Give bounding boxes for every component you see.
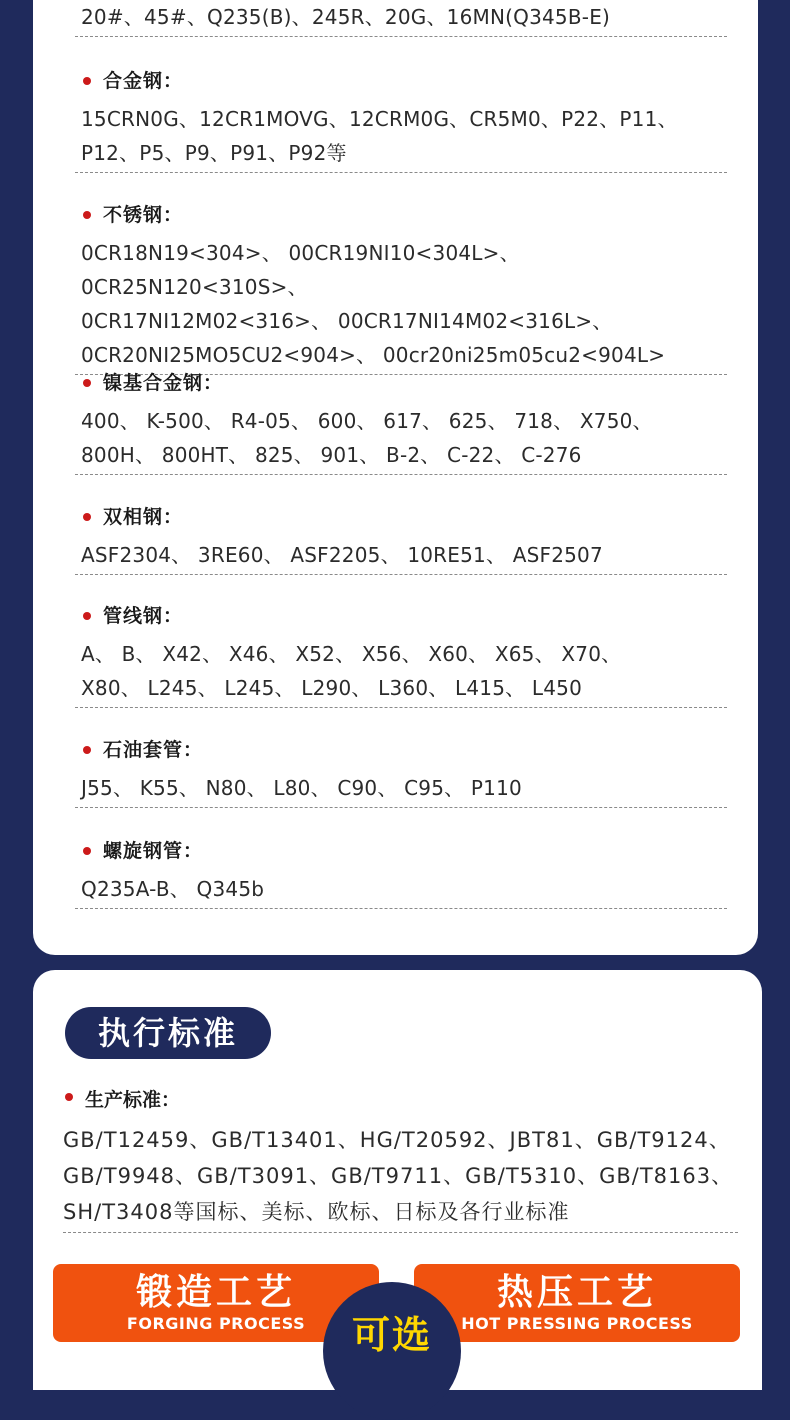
bullet-dot-icon <box>65 1093 73 1101</box>
material-pipeline-steel <box>75 603 727 708</box>
material-title: 螺旋钢管： <box>75 838 727 864</box>
optional-circle-badge <box>323 1282 461 1420</box>
material-carbon-steel <box>75 0 727 37</box>
material-body: ASF2304、 3RE60、 ASF2205、 10RE51、 ASF2507 <box>81 543 603 567</box>
material-body: 20#、45#、Q235(B)、245R、20G、16MN(Q345B-E) <box>81 5 611 29</box>
material-body: 400、 K-500、 R4-05、 600、 617、 625、 718、 X750、 800H、 800HT、 825、 901、 B-2、 C-22、 C-276 <box>81 409 653 467</box>
hot-pressing-process-banner <box>414 1264 740 1342</box>
dashed-divider <box>75 172 727 173</box>
hot-pressing-process-subtitle: HOT PRESSING PROCESS <box>461 1314 693 1333</box>
bullet-dot-icon <box>83 211 91 219</box>
dashed-divider <box>75 574 727 575</box>
material-body: Q235A-B、 Q345b <box>81 877 265 901</box>
material-body: A、 B、 X42、 X46、 X52、 X56、 X60、 X65、 X70、 X80、 L245、 L245、 L290、 L360、 L415、 L450 <box>81 642 622 700</box>
dashed-divider <box>75 36 727 37</box>
material-stainless-steel <box>75 202 727 375</box>
materials-card <box>33 0 758 955</box>
material-body: J55、 K55、 N80、 L80、 C90、 C95、 P110 <box>81 776 522 800</box>
bullet-dot-icon <box>83 746 91 754</box>
forging-process-title: 锻造工艺 <box>135 1272 296 1313</box>
bullet-dot-icon <box>83 847 91 855</box>
standards-badge: 执行标准 <box>65 1007 271 1059</box>
material-title: 管线钢： <box>75 603 727 629</box>
bullet-dot-icon <box>83 612 91 620</box>
material-nickel-alloy <box>75 370 727 475</box>
hot-pressing-process-title: 热压工艺 <box>496 1272 657 1313</box>
material-body: 15CRN0G、12CR1MOVG、12CRM0G、CR5M0、P22、P11、 P12、P5、P9、P91、P92等 <box>81 107 678 165</box>
material-oil-casing <box>75 737 727 808</box>
optional-label: 可选 <box>351 1313 432 1357</box>
standards-title: 生产标准： <box>63 1085 180 1112</box>
material-spiral-pipe <box>75 838 727 909</box>
dashed-divider <box>75 807 727 808</box>
dashed-divider <box>75 707 727 708</box>
bullet-dot-icon <box>83 379 91 387</box>
material-body: 0CR18N19<304>、 00CR19NI10<304L>、 0CR25N120<310S>、 0CR17NI12M02<316>、 00CR17NI14M02<316L>、 0CR20NI25MO5CU2<904>、 00cr20ni25m05cu2<904L> <box>81 241 666 367</box>
material-alloy-steel <box>75 68 727 173</box>
material-title: 石油套管： <box>75 737 727 763</box>
dashed-divider <box>75 474 727 475</box>
material-title: 双相钢： <box>75 504 727 530</box>
material-title: 镍基合金钢： <box>75 370 727 396</box>
forging-process-subtitle: FORGING PROCESS <box>126 1314 306 1333</box>
bullet-dot-icon <box>83 77 91 85</box>
dashed-divider <box>75 908 727 909</box>
bullet-dot-icon <box>83 513 91 521</box>
material-title: 合金钢： <box>75 68 727 94</box>
standards-body: GB/T12459、GB/T13401、HG/T20592、JBT81、GB/T9124、 GB/T9948、GB/T3091、GB/T9711、GB/T5310、GB/T8163、 SH/T3408等国标、美标、欧标、日标及各行业标准 <box>63 1128 734 1224</box>
material-title: 不锈钢： <box>75 202 727 228</box>
material-duplex-steel <box>75 504 727 575</box>
dashed-divider <box>63 1232 738 1233</box>
